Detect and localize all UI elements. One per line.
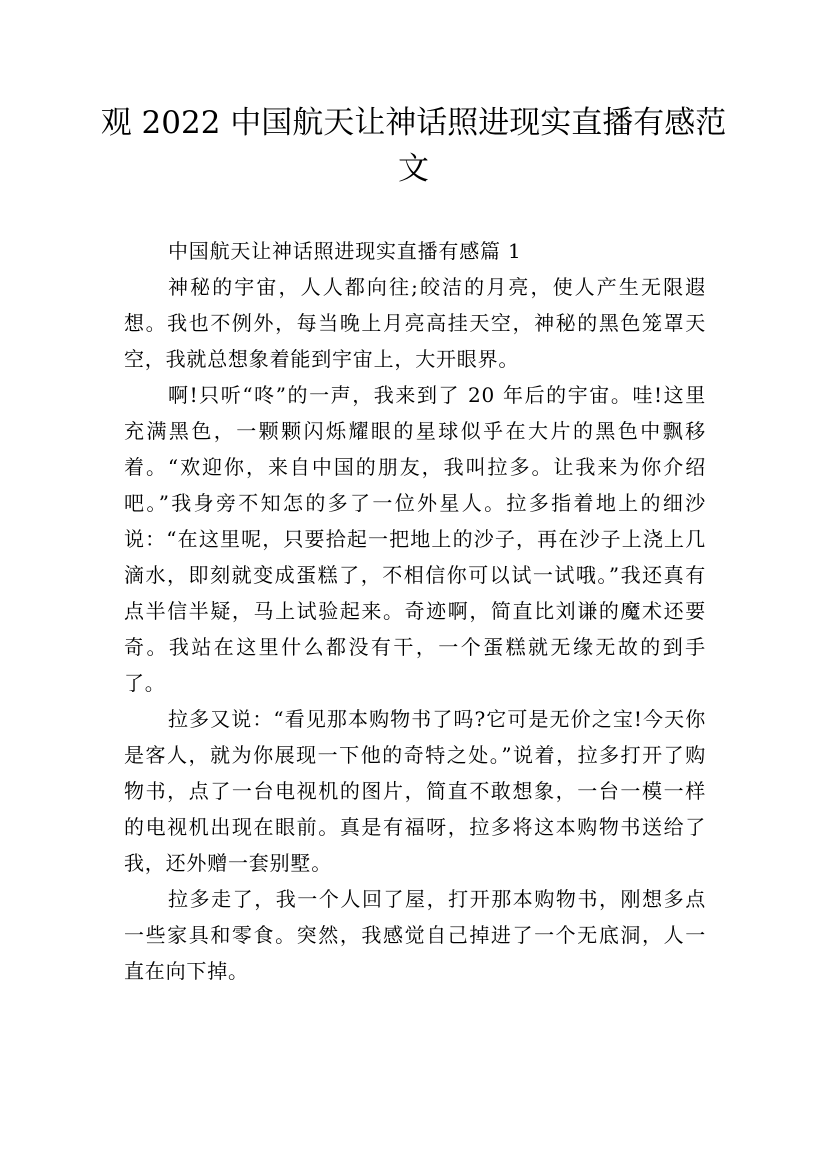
paragraph-3: 拉多又说：“看见那本购物书了吗?它可是无价之宝!今天你是客人，就为你展现一下他的奇特之处。”说着，拉多打开了购物书，点了一台电视机的图片，简直不敢想象，一台一模一样的电视机出现在眼前。真是有福呀，拉多将这本购物书送给了我，还外赠一套别墅。 — [124, 707, 706, 875]
paragraph-4: 拉多走了，我一个人回了屋，打开那本购物书，刚想多点一些家具和零食。突然，我感觉自己掉进了一个无底洞，人一直在向下掉。 — [124, 887, 706, 983]
document-body — [124, 233, 706, 989]
section-heading: 中国航天让神话照进现实直播有感篇 1 — [168, 239, 522, 263]
document-title: 观 2022 中国航天让神话照进现实直播有感范文 — [100, 105, 727, 187]
paragraph-1: 神秘的宇宙，人人都向往;皎洁的月亮，使人产生无限遐想。我也不例外，每当晚上月亮高挂天空，神秘的黑色笼罩天空，我就总想象着能到宇宙上，大开眼界。 — [124, 275, 706, 371]
paragraph-2: 啊!只听“咚”的一声，我来到了 20 年后的宇宙。哇!这里充满黑色，一颗颗闪烁耀眼的星球似乎在大片的黑色中飘移着。“欢迎你，来自中国的朋友，我叫拉多。让我来为你介绍吧。”我身旁不知怎的多了一位外星人。拉多指着地上的细沙说：“在这里呢，只要拾起一把地上的沙子，再在沙子上浇上几滴水，即刻就变成蛋糕了，不相信你可以试一试哦。”我还真有点半信半疑，马上试验起来。奇迹啊，简直比刘谦的魔术还要奇。我站在这里什么都没有干，一个蛋糕就无缘无故的到手了。 — [124, 383, 706, 695]
